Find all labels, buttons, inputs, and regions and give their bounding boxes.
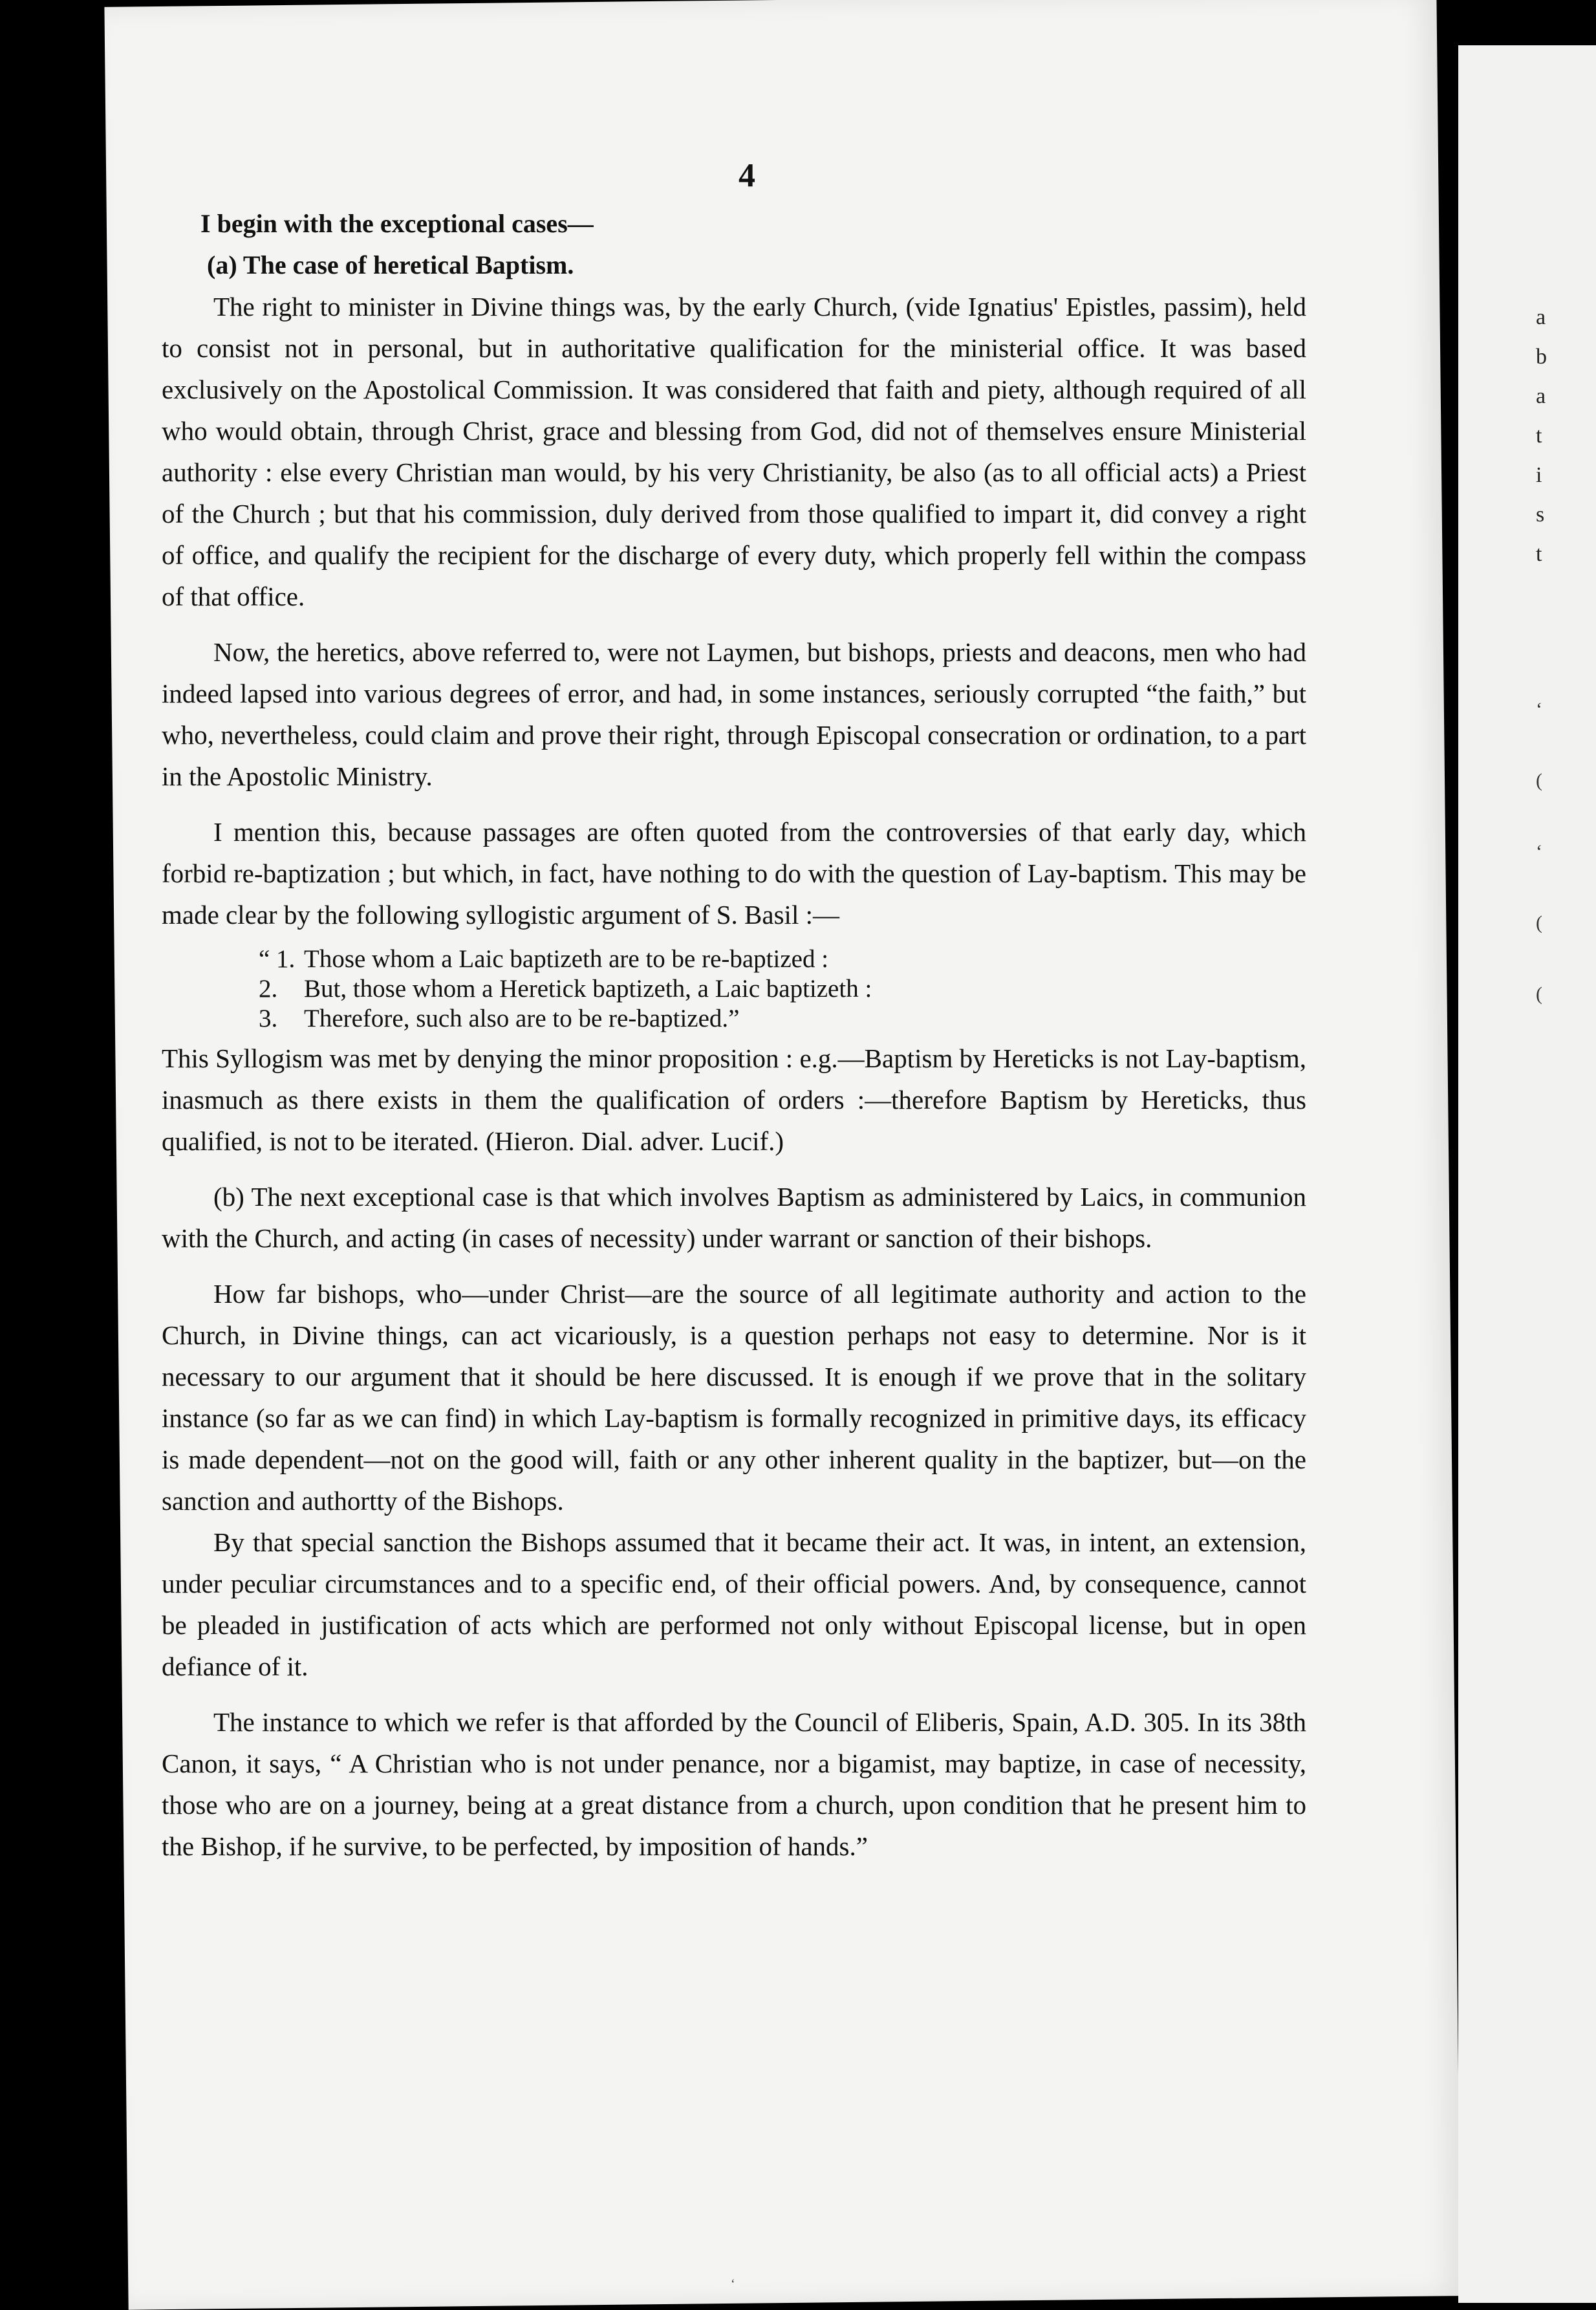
facing-page-mark: ‘ <box>1536 699 1542 720</box>
paragraph: How far bishops, who—under Christ—are the source of all legitimate authority and action to the Church, in Divine things, can act vicariously, is a question perhaps not easy to determine. Nor is it necessary to our argument that it should be here discussed. It is enough if we prove that in the solitary instance (so far as we can find) in which Lay-baptism is formally recognized in primitive days, its efficacy is made dependent—not on the good will, faith or any other inherent quality in the baptizer, but—on the sanction and authortty of the Bishops. <box>162 1279 1306 1516</box>
syllogism-number: 2. <box>259 975 278 1003</box>
facing-page-mark: ( <box>1536 912 1542 933</box>
section-a-heading: (a) The case of heretical Baptism. <box>207 250 574 279</box>
syllogism-list <box>259 944 1306 1034</box>
syllogism-text: Therefore, such also are to be re-baptized.” <box>304 1005 740 1032</box>
paragraph: Now, the heretics, above referred to, were not Laymen, but bishops, priests and deacons, men who had indeed lapsed into various degrees of error, and had, in some instances, seriously corrupted “the faith,” but who, nevertheless, could claim and prove their right, through Episcopal consecration or ordination, to a part in the Apostolic Ministry. <box>162 637 1306 791</box>
syllogism-text: Those whom a Laic baptizeth are to be re-baptized : <box>304 945 829 973</box>
syllogism-item <box>259 974 1306 1004</box>
facing-page-letter: t <box>1536 542 1542 566</box>
facing-page-letter: a <box>1536 384 1546 408</box>
page-speck: ‘ <box>731 2277 735 2291</box>
facing-page-letter: t <box>1536 424 1542 448</box>
syllogism-number: 3. <box>259 1005 278 1032</box>
page-number: 4 <box>739 157 755 194</box>
section-intro-heading: I begin with the exceptional cases— <box>200 209 594 238</box>
paragraph: By that special sanction the Bishops assumed that it became their act. It was, in intent, an extension, under peculiar circumstances and to a specific end, of their official powers. And, by consequence, cannot be pleaded in justification of acts which are performed not only without Episcopal license, but in open defiance of it. <box>162 1527 1306 1681</box>
facing-page-letter: a <box>1536 305 1546 329</box>
paragraph: The right to minister in Divine things was, by the early Church, (vide Ignatius' Epistles, passim), held to consist not in personal, but in authoritative qualification for the ministerial office. It was based exclusively on the Apostolical Commission. It was considered that faith and piety, although required of all who would obtain, through Christ, grace and blessing from God, did not of themselves ensure Ministerial authority : else every Christian man would, by his very Christianity, be also (as to all official acts) a Priest of the Church ; but that his commission, duly derived from those qualified to impart it, did convey a right of office, and qualify the recipient for the discharge of every duty, which properly fell within the compass of that office. <box>162 292 1306 611</box>
facing-page-letter: s <box>1536 503 1545 527</box>
paragraph: The instance to which we refer is that afforded by the Council of Eliberis, Spain, A.D. 305. In its 38th Canon, it says, “ A Christian who is not under penance, nor a bigamist, may baptize, in case of necessity, those who are on a journey, being at a great distance from a church, upon condition that he present him to the Bishop, if he survive, to be perfected, by imposition of hands.” <box>162 1707 1306 1861</box>
paragraph: I mention this, because passages are often quoted from the controversies of that early day, which forbid re-baptization ; but which, in fact, have nothing to do with the question of Lay-baptism. This may be made clear by the following syllogistic argument of S. Basil :— <box>162 817 1306 930</box>
syllogism-number: “ 1. <box>259 945 296 973</box>
facing-page-mark: ( <box>1536 983 1542 1005</box>
syllogism-item <box>259 944 1306 974</box>
syllogism-item <box>259 1004 1306 1034</box>
page-body <box>162 155 1306 1867</box>
facing-page-letters <box>1536 298 1547 574</box>
facing-page-edge <box>1458 45 1596 2303</box>
facing-page-mark: ( <box>1536 770 1542 791</box>
facing-page-mark: ‘ <box>1536 841 1542 862</box>
paragraph: This Syllogism was met by denying the minor proposition : e.g.—Baptism by Hereticks is not Lay-baptism, inasmuch as there exists in them the qualification of orders :—therefore Baptism by Hereticks, thus qualified, is not to be iterated. (Hieron. Dial. adver. Lucif.) <box>162 1043 1306 1156</box>
facing-page-letter: b <box>1536 345 1547 369</box>
facing-page-marks <box>1536 699 1542 1054</box>
paragraph: (b) The next exceptional case is that which involves Baptism as administered by Laics, in communion with the Church, and acting (in cases of necessity) under warrant or sanction of their bishops. <box>162 1182 1306 1253</box>
syllogism-text: But, those whom a Heretick baptizeth, a Laic baptizeth : <box>304 975 872 1003</box>
facing-page-letter: i <box>1536 463 1542 487</box>
